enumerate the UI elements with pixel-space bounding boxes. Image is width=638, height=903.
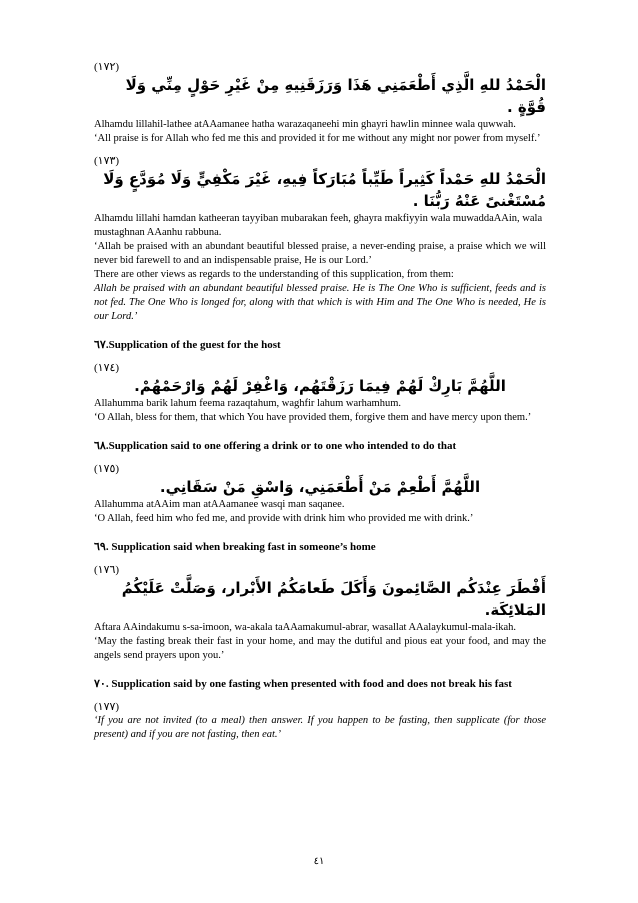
- section-heading: ٧٠. Supplication said by one fasting when presented with food and does not break his fast: [94, 678, 512, 690]
- page-number: ٤١: [313, 856, 325, 867]
- translation: ‘May the fasting break their fast in your home, and may the dutiful and pious eat your food, and may the angels send prayers upon you.’: [94, 636, 546, 661]
- hadith-number: (١٧٣): [94, 155, 120, 167]
- hadith-number: (١٧٢): [94, 61, 120, 73]
- transliteration: Allahumma atAAim man atAAamanee wasqi man saqanee.: [94, 499, 345, 510]
- translation: ‘All praise is for Allah who fed me this and provided it for me without any might nor power from myself.’: [94, 133, 541, 144]
- note-italic: Allah be praised with an abundant beautiful blessed praise. He is The One Who is sufficient, feeds and is not fed. The One Who is longed for, along with that which is with Him and The One Who is needed, He is our Lord.’: [94, 283, 546, 322]
- translation: ‘O Allah, bless for them, that which You have provided them, forgive them and have mercy upon them.’: [94, 412, 532, 423]
- transliteration: Allahumma barik lahum feema razaqtahum, waghfir lahum warhamhum.: [94, 398, 402, 409]
- translation: ‘Allah be praised with an abundant beautiful blessed praise, a never-ending praise, a praise which we will never bid farewell to and an indispensable praise, He is our Lord.’: [94, 241, 546, 266]
- note: There are other views as regards to the understanding of this supplication, from them:: [94, 269, 454, 280]
- arabic-text: أَفْطَرَ عِنْدَكُم الصَّائِمونَ وَأَكَلَ طَعامَكُمُ الأَبْرار، وَصَلَّتْ عَلَيْكُمُ المَلائِكَة.: [121, 579, 546, 619]
- translation-italic: ‘If you are not invited (to a meal) then answer. If you happen to be fasting, then supplicate (for those present) and if you are not fasting, then eat.’: [94, 715, 546, 740]
- page-body: [94, 60, 546, 742]
- arabic-text: اللَّهُمَّ بَارِكْ لَهُمْ فِيمَا رَزَقْتَهُم، وَاغْفِرْ لَهُمْ وَارْحَمْهُمْ.: [134, 377, 506, 395]
- section-heading: ٦٨.Supplication said to one offering a drink or to one who intended to do that: [94, 440, 457, 452]
- transliteration: Alhamdu lillahil-lathee atAAamanee hatha warazaqaneehi min ghayri hawlin minnee wala quwwah.: [94, 119, 516, 130]
- arabic-text: اللَّهُمَّ أَطْعِمْ مَنْ أَطْعَمَنِي، وَاسْقِ مَنْ سَقَانِي.: [159, 478, 481, 496]
- transliteration: Aftara AAindakumu s-sa-imoon, wa-akala taAAamakumul-abrar, wasallat AAalaykumul-mala-ikah.: [94, 622, 517, 633]
- hadith-number: (١٧٥): [94, 463, 120, 475]
- hadith-number: (١٧٤): [94, 362, 120, 374]
- transliteration: Alhamdu lillahi hamdan katheeran tayyiban mubarakan feeh, ghayra makfiyyin wala muwaddaAAin, wala mustaghnan AAanhu rabbuna.: [94, 213, 543, 238]
- translation: ‘O Allah, feed him who fed me, and provide with drink him who provided me with drink.’: [94, 513, 474, 524]
- arabic-text: الْحَمْدُ للهِ حَمْداً كَثِيراً طَيِّباً مُبَارَكاً فِيهِ، غَيْرَ مَكْفِيٍّ وَلَا مُوَدَّعٍ وَلَا مُسْتَغْنىً عَنْهُ رَبُّنَا .: [103, 170, 546, 210]
- section-heading: ٦٩. Supplication said when breaking fast in someone’s home: [94, 541, 376, 553]
- arabic-text: الْحَمْدُ للهِ الَّذِي أَطْعَمَنِي هَذَا وَرَزَقَنِيهِ مِنْ غَيْرِ حَوْلٍ مِنِّي وَلَا قُوَّةٍ .: [125, 76, 546, 116]
- section-heading: ٦٧.Supplication of the guest for the host: [94, 339, 281, 351]
- hadith-number: (١٧٧): [94, 701, 120, 713]
- hadith-number: (١٧٦): [94, 564, 120, 576]
